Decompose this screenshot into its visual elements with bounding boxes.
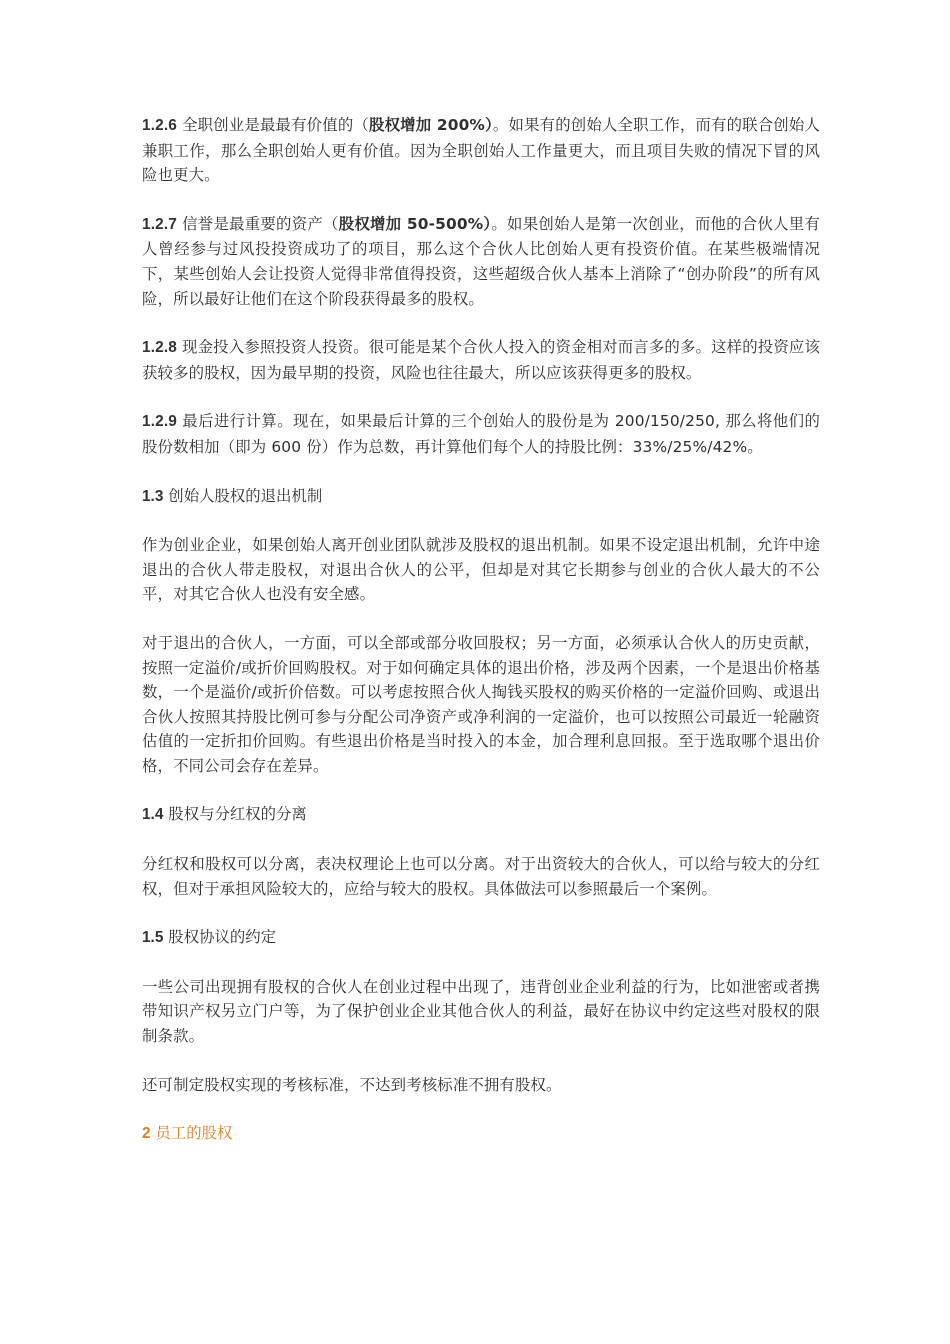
- heading-title: 股权与分红权的分离: [163, 805, 307, 824]
- section-number: 2: [142, 1125, 151, 1143]
- item-number: 1.2.6: [142, 117, 177, 134]
- paragraph-lead: 全职创业是最最有价值的（: [176, 116, 369, 134]
- item-number: 1.2.9: [142, 413, 177, 431]
- paragraph-1-4: 分红权和股权可以分离，表决权理论上也可以分离。对于出资较大的合伙人，可以给与较大的分红权，但对于承担风险较大的，应给与较大的股权。具体做法可以参照最后一个案例。: [142, 855, 820, 898]
- section-title-text: 员工的股权: [150, 1124, 233, 1143]
- paragraph-1-5-a: 一些公司出现拥有股权的合伙人在创业过程中出现了，违背创业企业利益的行为，比如泄密或者携带知识产权另立门户等，为了保护创业企业其他合伙人的利益，最好在协议中约定这些对股权的限制条款。: [142, 977, 820, 1046]
- paragraph-lead: 信誉是最重要的资产（: [176, 214, 339, 233]
- paragraph-1-2-8: [142, 335, 820, 385]
- paragraph-1-2-7: [142, 212, 820, 311]
- paragraph-emphasis: 股权增加 200%）: [369, 116, 493, 134]
- heading-title: 股权协议的约定: [163, 928, 277, 947]
- heading-number: 1.5: [142, 929, 164, 947]
- paragraph-body: 最后进行计算。现在，如果最后计算的三个创始人的股份是为 200/150/250, 那么将他们的股份数相加（即为 600 份）作为总数，再计算他们每个人的持股比例：33%/25%/42%。: [142, 412, 820, 456]
- paragraph-1-5-b: 还可制定股权实现的考核标准，不达到考核标准不拥有股权。: [142, 1075, 562, 1094]
- heading-number: 1.4: [142, 806, 164, 824]
- document-page: [142, 113, 820, 1147]
- heading-1-5: [142, 925, 820, 951]
- paragraph-body: 。如果创始人是第一次创业，而他的合伙人里有人曾经参与过风投投资成功了的项目，那么这个合伙人比创始人更有投资价值。在某些极端情况下，某些创始人会让投资人觉得非常值得投资，这些超级合伙人基本上消除了“创办阶段”的所有风险，所以最好让他们在这个阶段获得最多的股权。: [142, 214, 820, 308]
- paragraph-body: 现金投入参照投资人投资。很可能是某个合伙人投入的资金相对而言多的多。这样的投资应该获较多的股权，因为最早期的投资，风险也往往最大，所以应该获得更多的股权。: [142, 338, 820, 382]
- item-number: 1.2.7: [142, 215, 177, 233]
- paragraph-emphasis: 股权增加 50-500%）: [338, 214, 492, 233]
- paragraph-1-2-6: [142, 113, 820, 188]
- heading-1-4: [142, 802, 820, 828]
- heading-title: 创始人股权的退出机制: [163, 486, 323, 505]
- heading-1-3: [142, 484, 820, 510]
- paragraph-1-3-a: 作为创业企业，如果创始人离开创业团队就涉及股权的退出机制。如果不设定退出机制，允许中途退出的合伙人带走股权，对退出合伙人的公平，但却是对其它长期参与创业的合伙人最大的不公平，对其它合伙人也没有安全感。: [142, 536, 820, 604]
- paragraph-1-2-9: [142, 409, 820, 459]
- paragraph-body: 。如果有的创始人全职工作，而有的联合创始人兼职工作，那么全职创始人更有价值。因为全职创始人工作量更大，而且项目失败的情况下冒的风险也更大。: [142, 116, 821, 185]
- item-number: 1.2.8: [142, 339, 177, 357]
- section-title-2: [142, 1121, 820, 1147]
- paragraph-1-3-b: 对于退出的合伙人，一方面，可以全部或部分收回股权；另一方面，必须承认合伙人的历史贡献，按照一定溢价/或折价回购股权。对于如何确定具体的退出价格，涉及两个因素，一个是退出价格基数，一个是溢价/或折价倍数。可以考虑按照合伙人掏钱买股权的购买价格的一定溢价回购、或退出合伙人按照其持股比例可参与分配公司净资产或净利润的一定溢价，也可以按照公司最近一轮融资估值的一定折扣价回购。有些退出价格是当时投入的本金，加合理利息回报。至于选取哪个退出价格，不同公司会存在差异。: [142, 633, 820, 775]
- heading-number: 1.3: [142, 487, 164, 505]
